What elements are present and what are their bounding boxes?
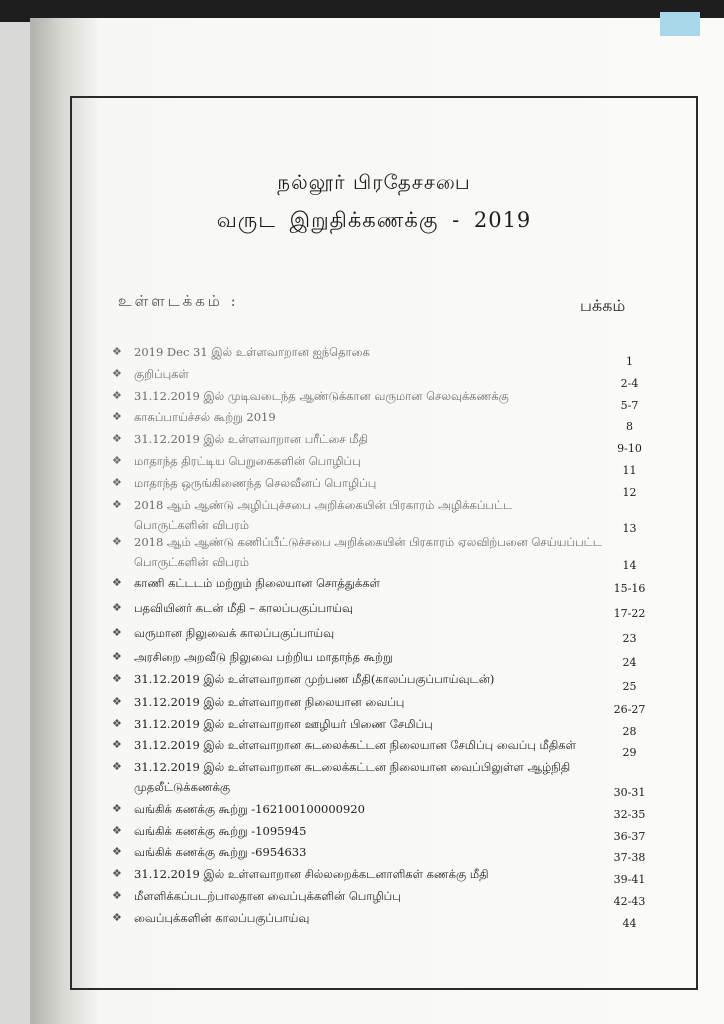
bullet-diamond-icon: ❖ [112, 802, 122, 815]
toc-entry-text [134, 802, 604, 816]
toc-entry-text [134, 626, 604, 640]
contents-heading: உள்ளடக்கம் : [118, 292, 239, 310]
toc-page-number: 24 [622, 656, 637, 669]
bullet-diamond-icon: ❖ [112, 760, 122, 773]
toc-page-number: 39-41 [613, 873, 646, 886]
toc-page-number: 8 [626, 420, 633, 433]
toc-page-number: 44 [622, 917, 637, 930]
document-subtitle: வருட இறுதிக்கணக்கு - 2019 [216, 208, 532, 232]
toc-entry-text [134, 717, 604, 731]
toc-entry-line: அரசிறை அறவீடு நிலுவை பற்றிய மாதாந்த கூற்று [134, 650, 393, 664]
bullet-diamond-icon: ❖ [112, 695, 122, 708]
toc-page-number: 37-38 [613, 851, 646, 864]
toc-entry-line: 31.12.2019 இல் முடிவடைந்த ஆண்டுக்கான வருமான செலவுக்கணக்கு [134, 389, 509, 403]
bullet-diamond-icon: ❖ [112, 650, 122, 663]
toc-entry-line: பொருட்களின் விபரம் [134, 518, 250, 532]
toc-page-number: 13 [622, 522, 637, 535]
bullet-diamond-icon: ❖ [112, 576, 122, 589]
toc-page-number: 11 [622, 464, 637, 477]
toc-entry-text [134, 345, 604, 359]
toc-entry-line: மாதாந்த திரட்டிய பெறுகைகளின் பொழிப்பு [134, 454, 361, 468]
document-title: நல்லூர் பிரதேசசபை [277, 170, 471, 194]
bullet-diamond-icon: ❖ [112, 626, 122, 639]
toc-page-number: 26-27 [613, 703, 646, 716]
bullet-diamond-icon: ❖ [112, 345, 122, 358]
toc-entry-line: மீளளிக்கப்படற்பாலதான வைப்புக்களின் பொழிப்பு [134, 889, 401, 903]
toc-page-number: 9-10 [617, 442, 642, 455]
toc-entry-line: வங்கிக் கணக்கு கூற்று -6954633 [134, 845, 307, 859]
toc-entry-text [134, 601, 604, 615]
toc-entry-line: பதவியினர் கடன் மீதி – காலப்பகுப்பாய்வு [134, 601, 354, 615]
toc-page-number: 5-7 [620, 399, 639, 412]
bullet-diamond-icon: ❖ [112, 389, 122, 402]
toc-entry-text [134, 389, 604, 403]
toc-entry-text [134, 695, 604, 709]
toc-entry-line: 31.12.2019 இல் உள்ளவாறான சில்லறைக்கடனாளிகள் கணக்கு மீதி [134, 867, 489, 881]
bullet-diamond-icon: ❖ [112, 498, 122, 511]
toc-entry-text [134, 738, 604, 752]
toc-entry-line: 2019 Dec 31 இல் உள்ளவாறான ஐந்தொகை [134, 345, 370, 359]
toc-page-number: 28 [622, 725, 637, 738]
toc-entry-line: 31.12.2019 இல் உள்ளவாறான சுடலைக்கட்டன நிலையான சேமிப்பு வைப்பு மீதிகள் [134, 738, 576, 752]
toc-entry-text [134, 824, 604, 838]
toc-page-number: 29 [622, 746, 637, 759]
bullet-diamond-icon: ❖ [112, 845, 122, 858]
toc-page-number: 14 [622, 559, 637, 572]
toc-entry-line: 2018 ஆம் ஆண்டு கணிப்பீட்டுச்சபை அறிக்கையின் பிரகாரம் ஏலவிற்பனை செய்யப்பட்ட [134, 535, 602, 549]
toc-entry-line: 31.12.2019 இல் உள்ளவாறான சுடலைக்கட்டன நிலையான வைப்பிலுள்ள ஆழ்நிதி [134, 760, 571, 774]
toc-page-number: 42-43 [613, 895, 646, 908]
toc-entry-text [134, 650, 604, 664]
bullet-diamond-icon: ❖ [112, 672, 122, 685]
bullet-diamond-icon: ❖ [112, 476, 122, 489]
toc-entry-text [134, 760, 604, 794]
toc-entry-line: குறிப்புகள் [134, 367, 189, 381]
toc-entry-text [134, 867, 604, 881]
toc-entry-text [134, 672, 604, 686]
toc-entry-text [134, 535, 604, 569]
toc-page-number: 2-4 [620, 377, 639, 390]
toc-entry-line: வருமான நிலுவைக் காலப்பகுப்பாய்வு [134, 626, 335, 640]
bullet-diamond-icon: ❖ [112, 410, 122, 423]
toc-page-number: 1 [626, 355, 633, 368]
toc-entry-line: 31.12.2019 இல் உள்ளவாறான ஊழியர் பிணை சேமிப்பு [134, 717, 433, 731]
bullet-diamond-icon: ❖ [112, 601, 122, 614]
bullet-diamond-icon: ❖ [112, 889, 122, 902]
toc-entry-text [134, 889, 604, 903]
toc-entry-line: 31.12.2019 இல் உள்ளவாறான முற்பண மீதி(காலப்பகுப்பாய்வுடன்) [134, 672, 495, 686]
bullet-diamond-icon: ❖ [112, 867, 122, 880]
toc-entry-line: வங்கிக் கணக்கு கூற்று -162100100000920 [134, 802, 365, 816]
toc-page-number: 23 [622, 632, 637, 645]
toc-entry-line: முதலீட்டுக்கணக்கு [134, 780, 231, 794]
toc-page-number: 15-16 [613, 582, 646, 595]
toc-entry-line: 31.12.2019 இல் உள்ளவாறான பரீட்சை மீதி [134, 432, 368, 446]
toc-entry-text [134, 476, 604, 490]
bullet-diamond-icon: ❖ [112, 367, 122, 380]
toc-entry-line: காசுப்பாய்ச்சல் கூற்று 2019 [134, 410, 276, 424]
toc-page-number: 25 [622, 680, 637, 693]
toc-entry-line: வங்கிக் கணக்கு கூற்று -1095945 [134, 824, 307, 838]
bullet-diamond-icon: ❖ [112, 454, 122, 467]
toc-entry-text [134, 410, 604, 424]
toc-entry-text [134, 432, 604, 446]
toc-entry-line: 2018 ஆம் ஆண்டு அழிப்புச்சபை அறிக்கையின் பிரகாரம் அழிக்கப்பட்ட [134, 498, 513, 512]
page-column-heading: பக்கம் [580, 296, 626, 315]
bullet-diamond-icon: ❖ [112, 432, 122, 445]
toc-entry-text [134, 367, 604, 381]
toc-entry-text [134, 911, 604, 925]
tape-strip [660, 12, 700, 36]
toc-entry-line: 31.12.2019 இல் உள்ளவாறான நிலையான வைப்பு [134, 695, 405, 709]
toc-entry-line: மாதாந்த ஒருங்கிணைந்த செலவீனப் பொழிப்பு [134, 476, 377, 490]
toc-entry-text [134, 498, 604, 532]
toc-page-number: 36-37 [613, 830, 646, 843]
toc-entry-line: வைப்புக்களின் காலப்பகுப்பாய்வு [134, 911, 310, 925]
bullet-diamond-icon: ❖ [112, 738, 122, 751]
toc-page-number: 32-35 [613, 808, 646, 821]
toc-entry-line: காணி கட்டடம் மற்றும் நிலையான சொத்துக்கள் [134, 576, 380, 590]
bullet-diamond-icon: ❖ [112, 717, 122, 730]
toc-entry-text [134, 576, 604, 590]
toc-page-number: 17-22 [613, 607, 646, 620]
bullet-diamond-icon: ❖ [112, 824, 122, 837]
toc-entry-line: பொருட்களின் விபரம் [134, 555, 250, 569]
bullet-diamond-icon: ❖ [112, 911, 122, 924]
toc-page-number: 30-31 [613, 786, 646, 799]
toc-entry-text [134, 845, 604, 859]
toc-page-number: 12 [622, 486, 637, 499]
bullet-diamond-icon: ❖ [112, 535, 122, 548]
toc-entry-text [134, 454, 604, 468]
